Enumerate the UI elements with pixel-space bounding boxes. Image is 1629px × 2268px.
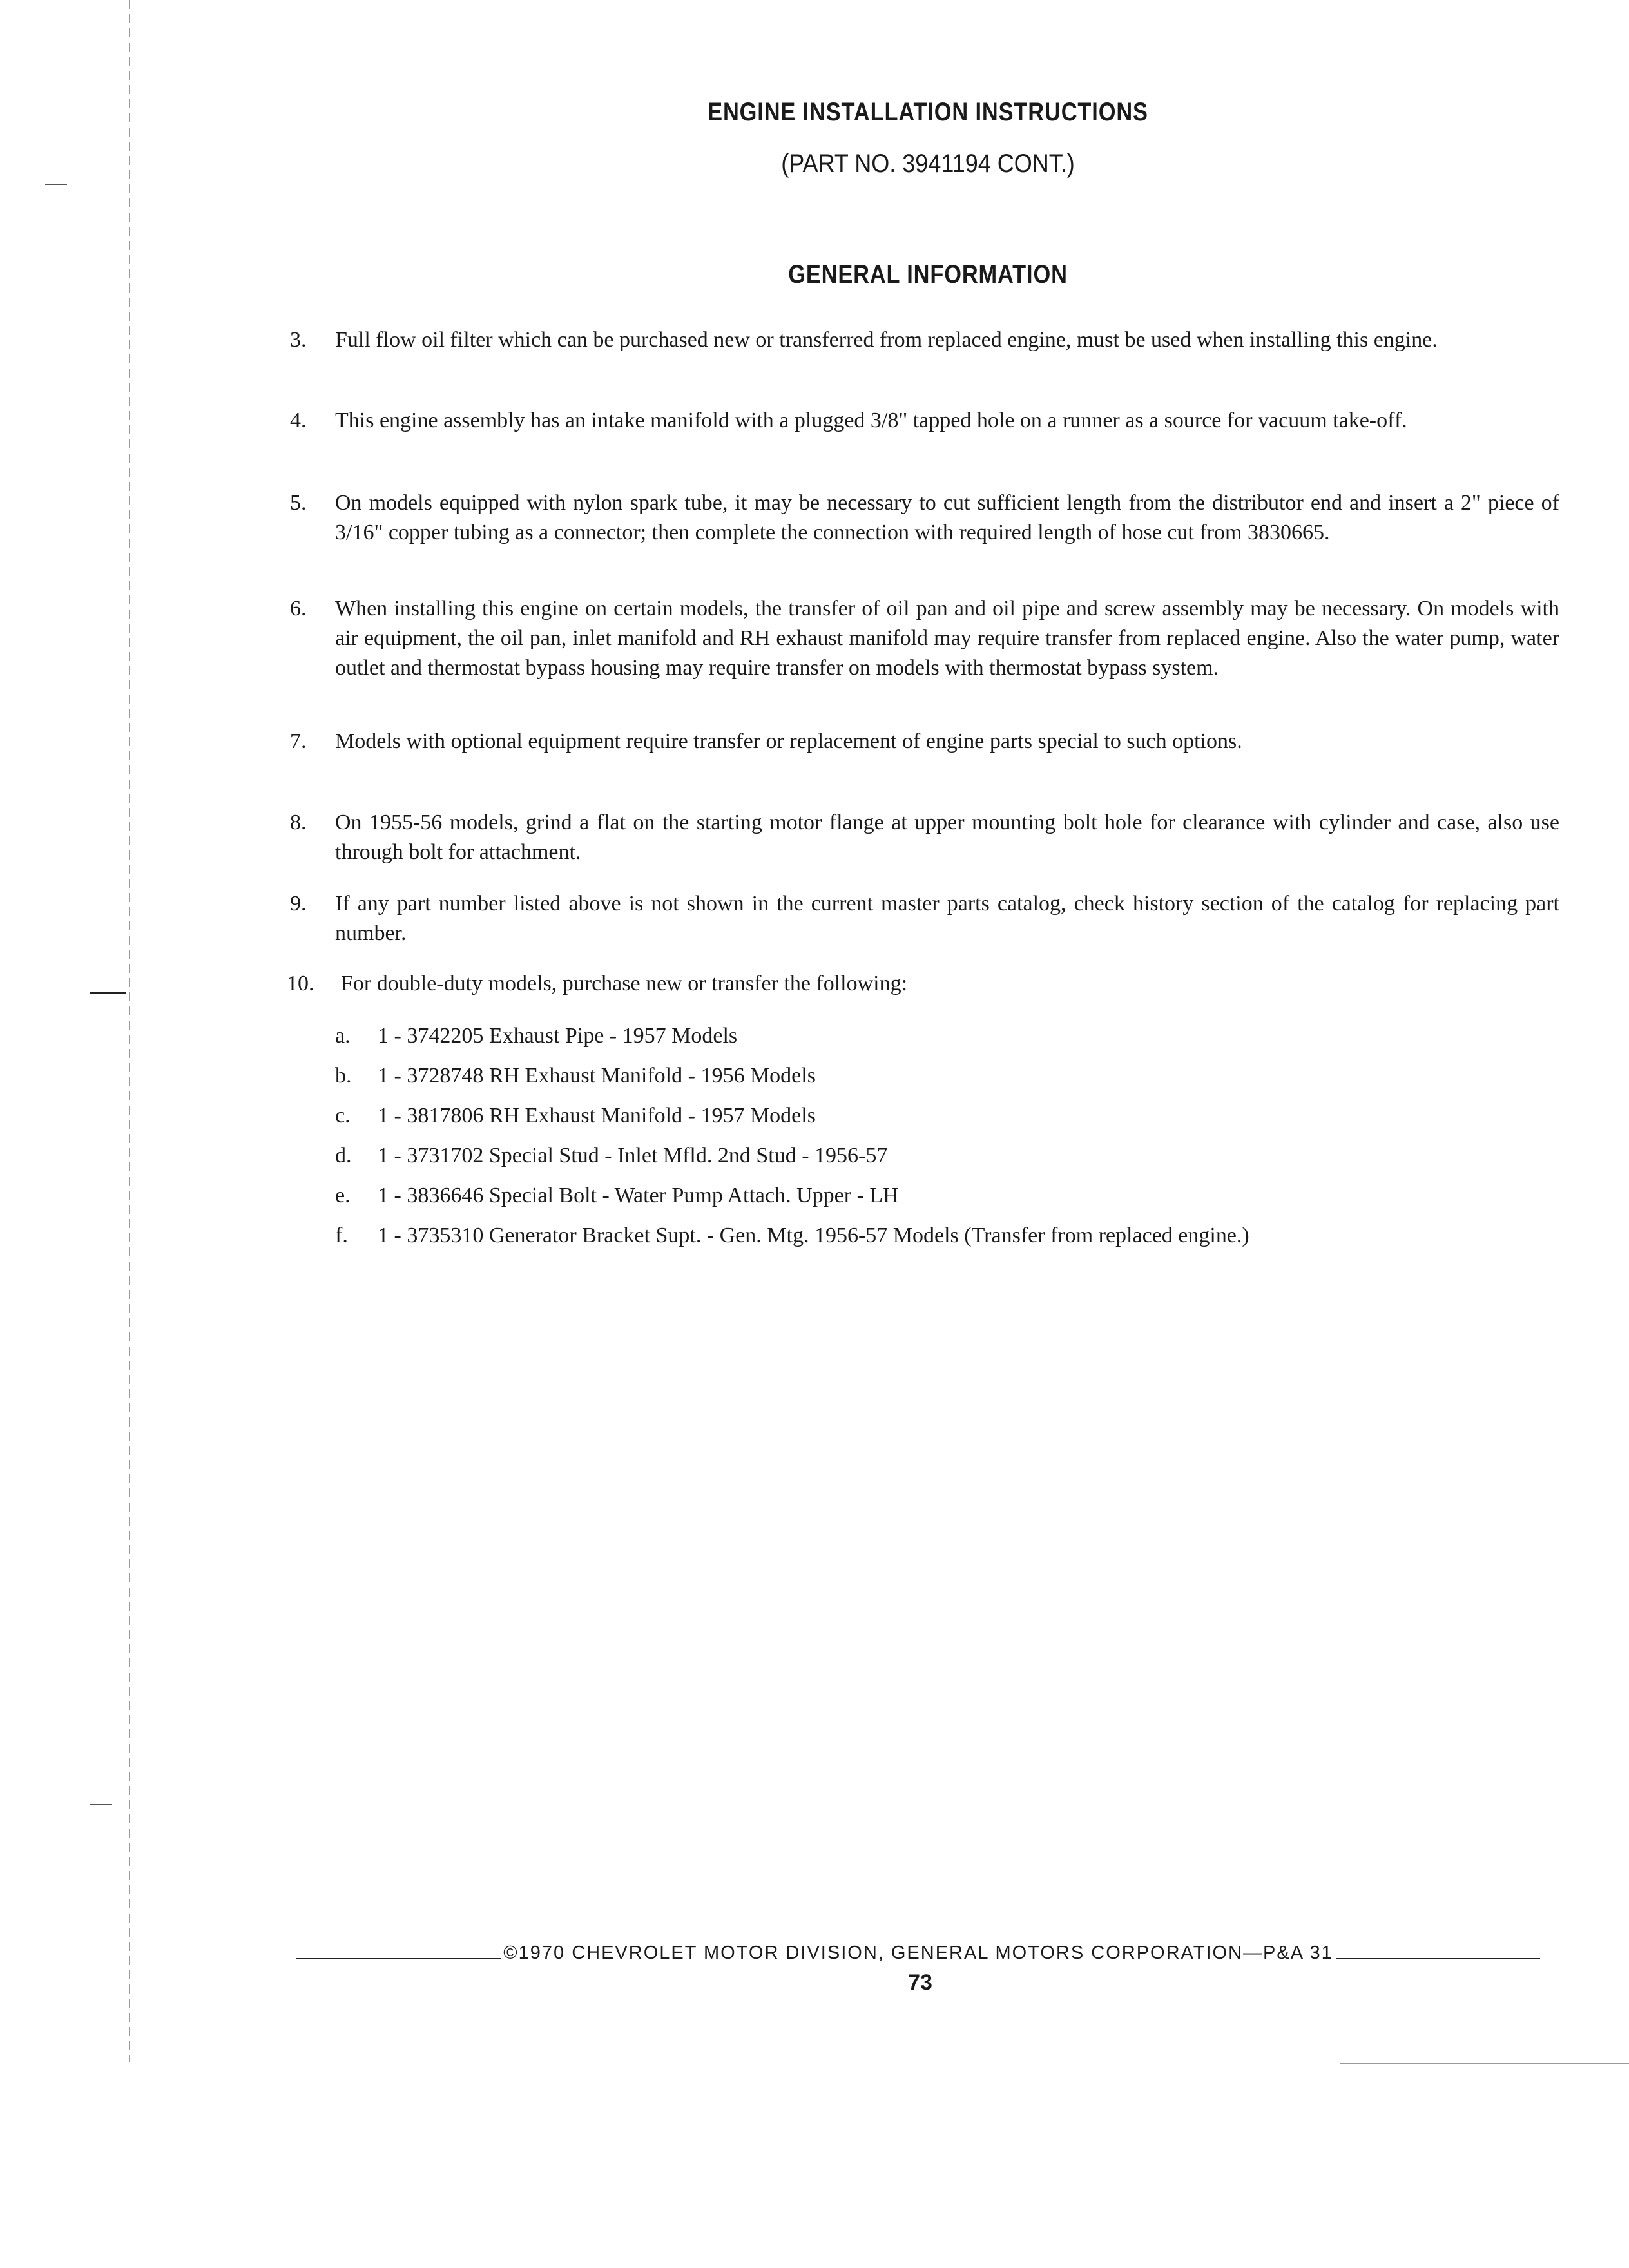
binding-guide-line xyxy=(129,0,130,2062)
item-text: Models with optional equipment require transfer or replacement of engine parts special to such options. xyxy=(335,729,1242,753)
copyright-text: ©1970 CHEVROLET MOTOR DIVISION, GENERAL MOTORS CORPORATION—P&A 31 xyxy=(503,1942,1333,1963)
page-number: 73 xyxy=(908,1970,932,1995)
sub-item-label: a. xyxy=(335,1024,351,1048)
item-number: 5. xyxy=(290,491,307,515)
copyright-footer xyxy=(296,1937,1540,1969)
item-text: This engine assembly has an intake manifold with a plugged 3/8" tapped hole on a runner as a source for vacuum take-off. xyxy=(335,408,1407,432)
margin-tick-mark xyxy=(45,184,67,185)
item-number: 6. xyxy=(290,597,307,620)
item-text: Full flow oil filter which can be purchased new or transferred from replaced engine, must be used when installing this engine. xyxy=(335,328,1438,352)
item-text: When installing this engine on certain models, the transfer of oil pan and oil pipe and screw assembly may be necessary. On models with air equipment, the oil pan, inlet manifold and RH exhaust manifold may require transfer from replaced engine. Also the water pump, water outlet and thermostat bypass housing may require transfer on models with thermostat bypass system. xyxy=(335,597,1559,680)
footer-rule xyxy=(296,1958,501,1959)
item-text: For double-duty models, purchase new or transfer the following: xyxy=(341,972,908,995)
sub-item-text: 1 - 3731702 Special Stud - Inlet Mfld. 2nd Stud - 1956-57 xyxy=(378,1144,888,1168)
sub-item-label: d. xyxy=(335,1144,352,1168)
item-number: 10. xyxy=(287,972,314,995)
page-title: ENGINE INSTALLATION INSTRUCTIONS xyxy=(708,98,1148,126)
margin-tick-mark xyxy=(90,992,126,994)
sub-item-label: f. xyxy=(335,1224,348,1247)
bottom-edge-rule xyxy=(1334,2063,1629,2064)
item-number: 8. xyxy=(290,811,307,834)
sub-item-label: b. xyxy=(335,1064,352,1088)
sub-item-text: 1 - 3742205 Exhaust Pipe - 1957 Models xyxy=(378,1024,738,1048)
margin-tick-mark xyxy=(90,1804,112,1805)
sub-item-text: 1 - 3817806 RH Exhaust Manifold - 1957 Models xyxy=(378,1104,816,1128)
item-number: 7. xyxy=(290,729,307,753)
item-text: On 1955-56 models, grind a flat on the starting motor flange at upper mounting bolt hole for clearance with cylinder and case, also use through bolt for attachment. xyxy=(335,811,1559,864)
sub-item-label: c. xyxy=(335,1104,351,1128)
item-number: 3. xyxy=(290,328,307,352)
section-title: GENERAL INFORMATION xyxy=(788,260,1068,289)
sub-item-text: 1 - 3735310 Generator Bracket Supt. - Gen. Mtg. 1956-57 Models (Transfer from replaced engine.) xyxy=(378,1224,1249,1247)
item-text: If any part number listed above is not shown in the current master parts catalog, check history section of the catalog for replacing part number. xyxy=(335,892,1559,945)
sub-item-text: 1 - 3728748 RH Exhaust Manifold - 1956 Models xyxy=(378,1064,816,1088)
sub-item-label: e. xyxy=(335,1184,351,1207)
item-text: On models equipped with nylon spark tube, it may be necessary to cut sufficient length from the distributor end and insert a 2" piece of 3/16" copper tubing as a connector; then complete the connection with required length of hose cut from 3830665. xyxy=(335,491,1559,544)
part-number-subtitle: (PART NO. 3941194 CONT.) xyxy=(781,149,1075,178)
sub-item-text: 1 - 3836646 Special Bolt - Water Pump Attach. Upper - LH xyxy=(378,1184,899,1207)
footer-rule xyxy=(1336,1958,1540,1959)
item-number: 4. xyxy=(290,408,307,432)
item-number: 9. xyxy=(290,892,307,916)
